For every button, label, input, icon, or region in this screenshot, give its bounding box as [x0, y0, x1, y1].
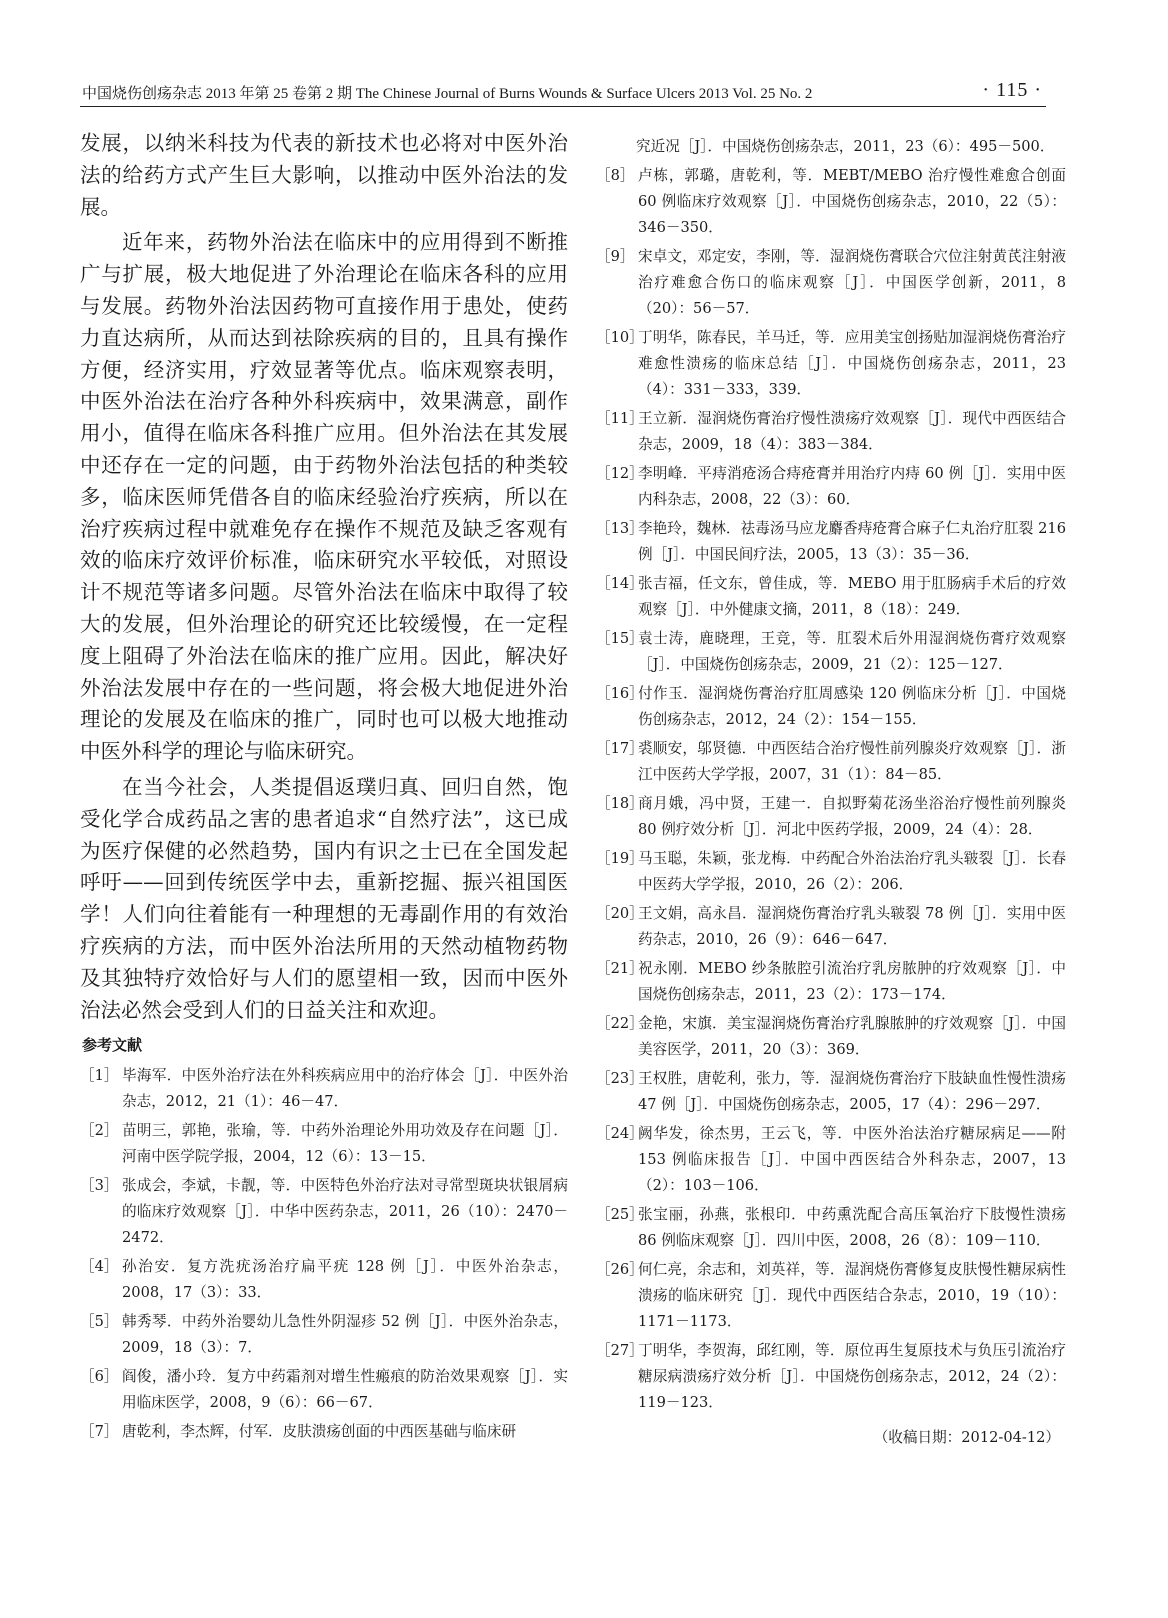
body-paragraph: 近年来，药物外治法在临床中的应用得到不断推广与扩展，极大地促进了外治理论在临床各科的应用与发展。药物外治法因药物可直接作用于患处，使药力直达病所，从而达到祛除疾病的目的，且具有操作方便，经济实用，疗效显著等优点。临床观察表明，中医外治法在治疗各种外科疾病中，效果满意，副作用小，值得在临床各科推广应用。但外治法在其发展中还存在一定的问题，由于药物外治法包括的种类较多，临床医师凭借各自的临床经验治疗疾病，所以在治疗疾病过程中就难免存在操作不规范及缺乏客观有效的临床疗效评价标准，临床研究水平较低，对照设计不规范等诸多问题。尽管外治法在临床中取得了较大的发展，但外治理论的研究还比较缓慢，在一定程度上阻碍了外治法在临床的推广应用。因此，解决好外治法发展中存在的一些问题，将会极大地促进外治理论的发展及在临床的推广，同时也可以极大地推动中医外科学的理论与临床研究。 [80, 230, 568, 764]
reference-text: 王文娟，高永昌．湿润烧伤膏治疗乳头皲裂 78 例［J］．实用中医药杂志，2010，26（9）：646－647． [638, 905, 1066, 948]
reference-item [596, 1202, 1066, 1254]
reference-number: ［24］ [596, 1125, 644, 1142]
reference-text: 付作玉．湿润烧伤膏治疗肛周感染 120 例临床分析［J］．中国烧伤创疡杂志，2012，24（2）：154－155． [638, 685, 1066, 728]
reference-number: ［14］ [596, 575, 644, 592]
reference-item [80, 1063, 568, 1115]
running-header [82, 79, 1072, 104]
reference-text: 何仁亮，余志和，刘英祥，等．湿润烧伤膏修复皮肤慢性糖尿病性溃疡的临床研究［J］．现代中西医结合杂志，2010，19（10）：1171－1173． [638, 1261, 1066, 1330]
reference-item [596, 791, 1066, 843]
reference-number: ［25］ [596, 1206, 644, 1223]
reference-number: ［27］ [596, 1342, 644, 1359]
reference-list-right [596, 163, 1066, 1416]
reference-number: ［10］ [596, 329, 644, 346]
reference-text: 卢栋，郭璐，唐乾利，等．MEBT/MEBO 治疗慢性难愈合创面 60 例临床疗效观察［J］．中国烧伤创疡杂志，2010，22（5）：346－350． [638, 167, 1066, 236]
reference-continuation: 究近况［J］．中国烧伤创疡杂志，2011，23（6）：495－500． [636, 138, 1055, 155]
reference-number: ［4］ [80, 1258, 119, 1276]
reference-number: ［26］ [596, 1261, 644, 1278]
reference-text: 毕海军．中医外治疗法在外科疾病应用中的治疗体会［J］．中医外治杂志，2012，21（1）：46－47． [122, 1067, 568, 1111]
reference-text: 苗明三，郭艳，张瑜，等．中药外治理论外用功效及存在问题［J］．河南中医学院学报，2004，12（6）：13－15． [122, 1122, 568, 1166]
reference-text: 李艳玲，魏林．祛毒汤马应龙麝香痔疮膏合麻子仁丸治疗肛裂 216 例［J］．中国民间疗法，2005，13（3）：35－36． [638, 520, 1066, 563]
reference-item [596, 1066, 1066, 1118]
reference-item [596, 461, 1066, 513]
references-heading: 参考文献 [82, 1036, 143, 1055]
reference-item [596, 244, 1066, 322]
reference-text: 裘顺安，邬贤德．中西医结合治疗慢性前列腺炎疗效观察［J］．浙江中医药大学学报，2007，31（1）：84－85． [638, 740, 1066, 783]
reference-item [596, 516, 1066, 568]
reference-text: 张宝丽，孙燕，张根印．中药熏洗配合高压氧治疗下肢慢性溃疡 86 例临床观察［J］．四川中医，2008，26（8）：109－110． [638, 1206, 1066, 1249]
reference-item [596, 406, 1066, 458]
reference-text: 孙治安．复方洗疣汤治疗扁平疣 128 例［J］．中医外治杂志，2008，17（3）：33． [122, 1258, 568, 1302]
header-rule [80, 106, 1046, 107]
reference-item [596, 1338, 1066, 1416]
reference-number: ［9］ [596, 248, 635, 265]
reference-text: 王权胜，唐乾利，张力，等．湿润烧伤膏治疗下肢缺血性慢性溃疡 47 例［J］．中国烧伤创疡杂志，2005，17（4）：296－297． [638, 1070, 1066, 1113]
reference-number: ［22］ [596, 1015, 644, 1032]
reference-text: 祝永刚．MEBO 纱条脓腔引流治疗乳房脓肿的疗效观察［J］．中国烧伤创疡杂志，2011，23（2）：173－174． [638, 960, 1066, 1003]
left-column [80, 128, 568, 1448]
reference-number: ［13］ [596, 520, 644, 537]
received-date: （收稿日期：2012-04-12） [873, 1429, 1060, 1446]
reference-item [80, 1364, 568, 1416]
body-paragraph: 在当今社会，人类提倡返璞归真、回归自然，饱受化学合成药品之害的患者追求“自然疗法”，这已成为医疗保健的必然趋势，国内有识之士已在全国发起呼吁——回到传统医学中去，重新挖掘、振兴祖国医学！人们向往着能有一种理想的无毒副作用的有效治疗疾病的方法，而中医外治法所用的天然动植物药物及其独特疗效恰好与人们的愿望相一致，因而中医外治法必然会受到人们的日益关注和欢迎。 [80, 774, 568, 1022]
reference-number: ［15］ [596, 630, 644, 647]
reference-text: 金艳，宋旗．美宝湿润烧伤膏治疗乳腺脓肿的疗效观察［J］．中国美容医学，2011，20（3）：369． [638, 1015, 1066, 1058]
reference-item [80, 1173, 568, 1251]
reference-number: ［3］ [80, 1177, 119, 1195]
reference-item [596, 1121, 1066, 1199]
reference-item [596, 846, 1066, 898]
reference-item [80, 1419, 568, 1445]
reference-text: 李明峰．平痔消疮汤合痔疮膏并用治疗内痔 60 例［J］．实用中医内科杂志，2008，22（3）：60． [638, 465, 1066, 508]
reference-item [596, 325, 1066, 403]
reference-number: ［2］ [80, 1122, 119, 1140]
body-paragraph: 发展，以纳米科技为代表的新技术也必将对中医外治法的给药方式产生巨大影响，以推动中医外治法的发展。 [80, 131, 568, 219]
reference-item [596, 163, 1066, 241]
reference-item [596, 956, 1066, 1008]
reference-text: 张吉福，任文东，曾佳成，等．MEBO 用于肛肠病手术后的疗效观察［J］．中外健康文摘，2011，8（18）：249． [638, 575, 1066, 618]
reference-item [596, 1011, 1066, 1063]
reference-item [80, 1309, 568, 1361]
reference-number: ［18］ [596, 795, 644, 812]
reference-text: 阎俊，潘小玲．复方中药霜剂对增生性瘢痕的防治效果观察［J］．实用临床医学，2008，9（6）：66－67． [122, 1368, 568, 1412]
reference-number: ［6］ [80, 1368, 119, 1386]
journal-title: 中国烧伤创疡杂志 2013 年第 25 卷第 2 期 The Chinese Journal of Burns Wounds & Surface Ulcers 2013 Vol. 25 No. 2 [82, 86, 813, 102]
reference-number: ［19］ [596, 850, 644, 867]
reference-number: ［11］ [596, 410, 644, 427]
reference-number: ［21］ [596, 960, 644, 977]
reference-item [596, 571, 1066, 623]
reference-text: 王立新．湿润烧伤膏治疗慢性溃疡疗效观察［J］．现代中西医结合杂志，2009，18（4）：383－384． [638, 410, 1066, 453]
reference-number: ［5］ [80, 1313, 119, 1331]
reference-item [596, 1257, 1066, 1335]
reference-text: 袁士涛，鹿晓理，王竞，等．肛裂术后外用湿润烧伤膏疗效观察［J］．中国烧伤创疡杂志，2009，21（2）：125－127． [638, 630, 1066, 673]
reference-item [80, 1118, 568, 1170]
reference-item [596, 901, 1066, 953]
reference-number: ［7］ [80, 1423, 119, 1441]
reference-text: 张成会，李斌，卡靓，等．中医特色外治疗法对寻常型斑块状银屑病的临床疗效观察［J］．中华中医药杂志，2011，26（10）：2470－2472． [122, 1177, 568, 1247]
reference-text: 商月娥，冯中贤，王建一．自拟野菊花汤坐浴治疗慢性前列腺炎 80 例疗效分析［J］．河北中医药学报，2009，24（4）：28． [638, 795, 1066, 838]
reference-number: ［20］ [596, 905, 644, 922]
reference-number: ［16］ [596, 685, 644, 702]
page-number: · 115 · [982, 79, 1042, 101]
right-column [596, 134, 1066, 1447]
reference-item [596, 681, 1066, 733]
reference-number: ［12］ [596, 465, 644, 482]
reference-text: 宋卓文，邓定安，李刚，等．湿润烧伤膏联合穴位注射黄芪注射液治疗难愈合伤口的临床观察［J］．中国医学创新，2011，8（20）：56－57． [638, 248, 1066, 317]
reference-number: ［17］ [596, 740, 644, 757]
reference-item [80, 1254, 568, 1306]
reference-text: 丁明华，陈春民，羊马迁，等．应用美宝创扬贴加湿润烧伤膏治疗难愈性溃疡的临床总结［J］．中国烧伤创疡杂志，2011，23（4）：331－333，339． [638, 329, 1066, 398]
reference-number: ［8］ [596, 167, 635, 184]
reference-text: 韩秀琴．中药外治婴幼儿急性外阴湿疹 52 例［J］．中医外治杂志，2009，18（3）：7． [122, 1313, 568, 1357]
reference-text: 丁明华，李贺海，邱红刚，等．原位再生复原技术与负压引流治疗糖尿病溃疡疗效分析［J］．中国烧伤创疡杂志，2012，24（2）：119－123． [638, 1342, 1066, 1411]
reference-list-left [80, 1063, 568, 1445]
reference-item [596, 736, 1066, 788]
reference-number: ［1］ [80, 1067, 119, 1085]
reference-item [596, 626, 1066, 678]
reference-number: ［23］ [596, 1070, 644, 1087]
reference-text: 马玉聪，朱颖，张龙梅．中药配合外治法治疗乳头皲裂［J］．长春中医药大学学报，2010，26（2）：206． [638, 850, 1066, 893]
reference-text: 阙华发，徐杰男，王云飞，等．中医外治法治疗糖尿病足——附 153 例临床报告［J］．中国中西医结合外科杂志，2007，13（2）：103－106． [638, 1125, 1066, 1194]
reference-text: 唐乾利，李杰辉，付军．皮肤溃疡创面的中西医基础与临床研 [122, 1423, 517, 1441]
